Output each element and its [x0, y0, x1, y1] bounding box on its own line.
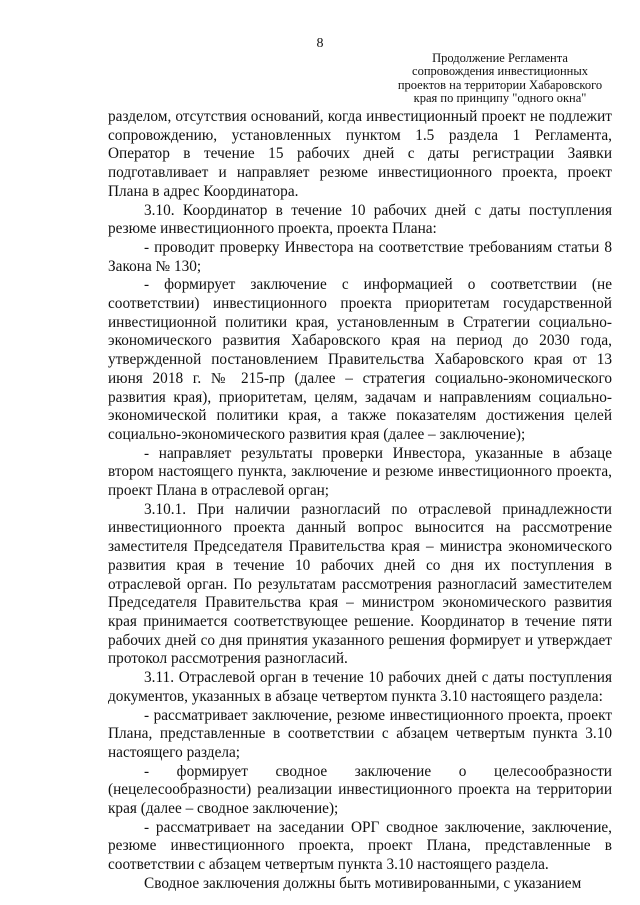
paragraph-org-meeting: - рассматривает на заседании ОРГ сводное заключение, заключение, резюме инвестиционного проекта, проект Плана, представленные в соответствии с абзацем четвертым пункта 3.10 настоящего раздела. — [108, 818, 612, 874]
paragraph-3-11: 3.11. Отраслевой орган в течение 10 рабочих дней с даты поступления документов, указанных в абзаце четвертом пункта 3.10 настоящего раздела: — [108, 669, 612, 705]
running-header-line: сопровождения инвестиционных — [412, 64, 588, 79]
paragraph-final: Сводное заключения должны быть мотивированными, с указанием — [144, 874, 582, 892]
running-header-line: Продолжение Регламента — [432, 51, 568, 65]
paragraph-conclusion: - формирует заключение с информацией о соответствии (не соответствии) инвестиционного проекта приоритетам государственной инвестиционной политики края, установленным в Стратегии социально-экономического развития Хабаровского края на период до 2030 года, утвержденной постановлением Правительства Хабаровского края от 13 июня 2018 г. № 215-пр (далее – стратегия социально-экономического развития края), приоритетам, целям, задачам и направлениям социально-экономической политики края, а также показателям достижения целей социально-экономического развития края (далее – заключение); — [108, 276, 612, 443]
running-header — [380, 52, 620, 106]
page-number: 8 — [316, 36, 324, 51]
running-header-line: проектов на территории Хабаровского — [397, 77, 603, 92]
document-body — [108, 108, 612, 894]
paragraph-summary: - формирует сводное заключение о целесообразности (нецелесообразности) реализации инвестиционного проекта на территории края (далее – сводное заключение); — [108, 762, 612, 818]
paragraph-send-results: - направляет результаты проверки Инвестора, указанные в абзаце втором настоящего пункта, заключение и резюме инвестиционного проекта, проект Плана в отраслевой орган; — [108, 444, 612, 500]
running-header-line: края по принципу "одного окна" — [413, 91, 587, 106]
paragraph-3-10: 3.10. Координатор в течение 10 рабочих дней с даты поступления резюме инвестиционного проекта, проекта Плана: — [108, 201, 612, 238]
paragraph-investor-check: - проводит проверку Инвестора на соответствие требованиям статьи 8 Закона № 130; — [108, 238, 612, 275]
paragraph-3-10-1: 3.10.1. При наличии разногласий по отраслевой принадлежности инвестиционного проекта данный вопрос выносится на рассмотрение заместителя Председателя Правительства края – министра экономического развития края в течение 10 рабочих дней со дня их поступления в отраслевой орган. По результатам рассмотрения разногласий заместителем Председателя Правительства края – министром экономического развития края принимается соответствующее решение. Координатор в течение пяти рабочих дней со дня принятия указанного решения формирует и утверждает протокол рассмотрения разногласий. — [108, 500, 612, 668]
paragraph-review: - рассматривает заключение, резюме инвестиционного проекта, проект Плана, представленные в соответствии с абзацем четвертым пункта 3.10 настоящего раздела; — [108, 706, 612, 761]
paragraph-continuation: разделом, отсутствия оснований, когда инвестиционный проект не подлежит сопровождению, установленных пунктом 1.5 раздела 1 Регламента, Оператор в течение 15 рабочих дней с даты регистрации Заявки подготавливает и направляет резюме инвестиционного проекта, проект Плана в адрес Координатора. — [108, 108, 612, 200]
